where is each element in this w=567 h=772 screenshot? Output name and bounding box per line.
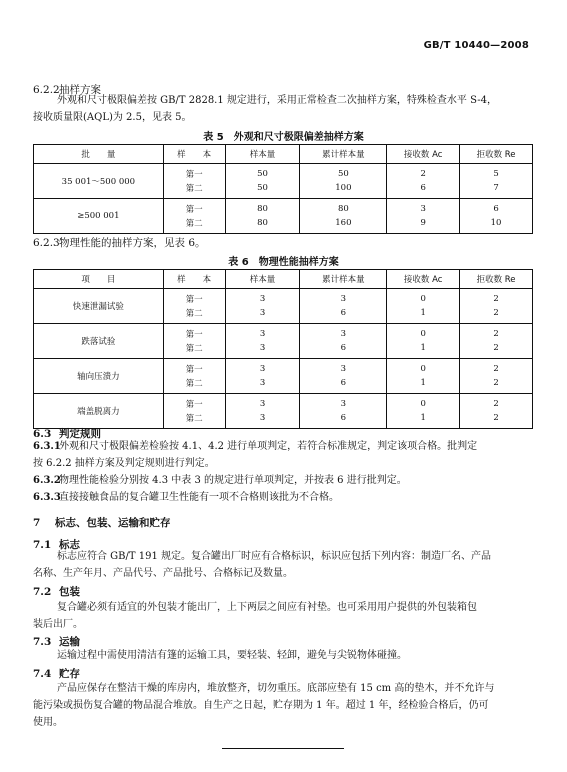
table-cell: 50	[300, 164, 387, 182]
table-cell: 1	[387, 306, 460, 324]
table-cell: 100	[300, 181, 387, 199]
table-cell: 3	[300, 394, 387, 412]
column-header: 接收数 Ac	[387, 145, 460, 164]
column-header: 累计样本量	[300, 270, 387, 289]
paragraph-6-3-1-line1	[33, 438, 477, 455]
table-cell: 2	[387, 164, 460, 182]
paragraph-6-3-3	[33, 489, 339, 506]
group-label: 35 001～500 000	[34, 164, 164, 199]
column-header: 样本量	[225, 145, 300, 164]
table-cell: 2	[460, 411, 533, 429]
table-cell: 1	[387, 411, 460, 429]
table-cell: 0	[387, 359, 460, 377]
column-header: 样 本	[163, 145, 225, 164]
table-cell: 3	[300, 359, 387, 377]
table5	[33, 144, 533, 234]
paragraph-6-3-1-line2: 按 6.2.2 抽样方案及判定规则进行判定。	[33, 458, 215, 469]
group-label: 端盖脱离力	[34, 394, 164, 429]
paragraph-text: 外观和尺寸极限偏差检验按 4.1、4.2 进行单项判定，若符合标准规定，判定该项合格。批判定	[59, 441, 478, 452]
table-cell: 6	[300, 411, 387, 429]
table-cell: 3	[225, 411, 300, 429]
section-number: 7.2	[33, 586, 52, 598]
paragraph-7-4-line3: 使用。	[33, 717, 63, 728]
paragraph-7-3-line1: 运输过程中需使用清洁有篷的运输工具，要轻装、轻卸，避免与尖锐物体碰撞。	[57, 650, 407, 661]
group-label: 轴向压溃力	[34, 359, 164, 394]
table-cell: 50	[225, 164, 300, 182]
column-header: 批 量	[34, 145, 164, 164]
table-cell: 2	[460, 376, 533, 394]
table-cell: 3	[300, 289, 387, 307]
table-cell: 第一	[163, 164, 225, 182]
section-title: 抽样方案	[59, 84, 101, 96]
table-cell: 3	[225, 359, 300, 377]
table-cell: 第一	[163, 199, 225, 217]
table-cell: 第二	[163, 411, 225, 429]
paragraph-7-1-line2: 名称、生产年月、产品代号、产品批号、合格标记及数量。	[33, 568, 293, 579]
table6-caption: 表 6 物理性能抽样方案	[228, 257, 339, 268]
table-cell: 第二	[163, 306, 225, 324]
section-title: 标志、包装、运输和贮存	[55, 517, 171, 529]
column-header: 样 本	[163, 270, 225, 289]
section-title: 贮存	[59, 668, 80, 680]
heading-7-2	[33, 584, 80, 599]
table-cell: 6	[460, 199, 533, 217]
table5-header-row	[34, 145, 533, 164]
heading-6-2-3	[33, 235, 206, 250]
section-title: 包装	[59, 586, 80, 598]
section-title: 标志	[59, 539, 80, 551]
section-number: 6.2.3	[33, 237, 60, 249]
section-number: 6.3	[33, 428, 52, 440]
section-number: 7	[33, 517, 41, 529]
table-cell: 3	[225, 341, 300, 359]
table6	[33, 269, 533, 429]
table-cell: 6	[387, 181, 460, 199]
section-number: 7.3	[33, 636, 52, 648]
end-rule	[222, 748, 344, 749]
table-cell: 5	[460, 164, 533, 182]
paragraph-7-4-line2: 能污染或损伤复合罐的物品混合堆放。自生产之日起，贮存期为 1 年。超过 1 年，经检验合格后，仍可	[33, 700, 489, 711]
table-cell: 2	[460, 289, 533, 307]
paragraph-6-3-2	[33, 472, 407, 489]
table-cell: 10	[460, 216, 533, 234]
table-cell: 第二	[163, 181, 225, 199]
group-label: 跌落试验	[34, 324, 164, 359]
table-cell: 2	[460, 394, 533, 412]
paragraph-7-2-line2: 装后出厂。	[33, 619, 83, 630]
section-title: 判定规则	[59, 428, 101, 440]
table-cell: 第一	[163, 394, 225, 412]
table-cell: 0	[387, 394, 460, 412]
table-cell: 2	[460, 324, 533, 342]
table-row	[34, 324, 533, 342]
paragraph-text: 直接接触食品的复合罐卫生性能有一项不合格则该批为不合格。	[59, 492, 339, 503]
column-header: 项 目	[34, 270, 164, 289]
table-cell: 9	[387, 216, 460, 234]
paragraph-7-4-line1: 产品应保存在整洁干燥的库房内，堆放整齐，切勿重压。底部应垫有 15 cm 高的垫木，并不允许与	[57, 683, 495, 694]
table-cell: 第一	[163, 289, 225, 307]
group-label: 快速泄漏试验	[34, 289, 164, 324]
column-header: 样本量	[225, 270, 300, 289]
section-title: 运输	[59, 636, 80, 648]
table-row	[34, 199, 533, 217]
table-cell: 50	[225, 181, 300, 199]
table-cell: 3	[300, 324, 387, 342]
table-cell: 3	[225, 376, 300, 394]
table-cell: 第二	[163, 376, 225, 394]
paragraph-6-2-2-line2: 接收质量限(AQL)为 2.5，见表 5。	[33, 112, 192, 123]
table-cell: 第一	[163, 359, 225, 377]
table-cell: 第二	[163, 216, 225, 234]
table-row	[34, 359, 533, 377]
paragraph-text: 物理性能检验分别按 4.3 中表 3 的规定进行单项判定，并按表 6 进行批判定。	[59, 475, 407, 486]
section-number: 6.3.2	[33, 475, 61, 486]
table-row	[34, 394, 533, 412]
heading-7-4	[33, 666, 80, 681]
table-row	[34, 164, 533, 182]
section-number: 6.3.1	[33, 441, 61, 452]
table-cell: 80	[225, 216, 300, 234]
table-cell: 3	[387, 199, 460, 217]
section-number: 6.2.2	[33, 84, 60, 96]
section-number: 7.4	[33, 668, 52, 680]
table-cell: 6	[300, 376, 387, 394]
heading-7	[33, 515, 171, 530]
table-cell: 第一	[163, 324, 225, 342]
table-cell: 80	[300, 199, 387, 217]
table-cell: 3	[225, 289, 300, 307]
group-label: ≥500 001	[34, 199, 164, 234]
section-number: 7.1	[33, 539, 52, 551]
table-cell: 1	[387, 376, 460, 394]
table-cell: 3	[225, 394, 300, 412]
column-header: 接收数 Ac	[387, 270, 460, 289]
table-cell: 3	[225, 306, 300, 324]
paragraph-7-2-line1: 复合罐必须有适宜的外包装才能出厂，上下两层之间应有衬垫。也可采用用户提供的外包装箱包	[57, 602, 477, 613]
table-cell: 0	[387, 289, 460, 307]
table-cell: 0	[387, 324, 460, 342]
paragraph-6-2-2-line1: 外观和尺寸极限偏差按 GB/T 2828.1 规定进行，采用正常检查二次抽样方案，特殊检查水平 S-4，	[57, 95, 498, 106]
table5-caption: 表 5 外观和尺寸极限偏差抽样方案	[203, 132, 364, 143]
standard-id: GB/T 10440—2008	[423, 40, 529, 51]
table-cell: 160	[300, 216, 387, 234]
table-cell: 6	[300, 306, 387, 324]
table6-header-row	[34, 270, 533, 289]
table-cell: 2	[460, 306, 533, 324]
table-cell: 1	[387, 341, 460, 359]
column-header: 拒收数 Re	[460, 270, 533, 289]
column-header: 累计样本量	[300, 145, 387, 164]
section-text: 物理性能的抽样方案，见表 6。	[59, 237, 206, 249]
table-row	[34, 289, 533, 307]
table-cell: 2	[460, 359, 533, 377]
table-cell: 3	[225, 324, 300, 342]
table-cell: 7	[460, 181, 533, 199]
section-number: 6.3.3	[33, 492, 61, 503]
table-cell: 80	[225, 199, 300, 217]
table-cell: 6	[300, 341, 387, 359]
column-header: 拒收数 Re	[460, 145, 533, 164]
paragraph-7-1-line1: 标志应符合 GB/T 191 规定。复合罐出厂时应有合格标识，标识应包括下列内容：制造厂名、产品	[57, 551, 491, 562]
table-cell: 2	[460, 341, 533, 359]
table-cell: 第二	[163, 341, 225, 359]
